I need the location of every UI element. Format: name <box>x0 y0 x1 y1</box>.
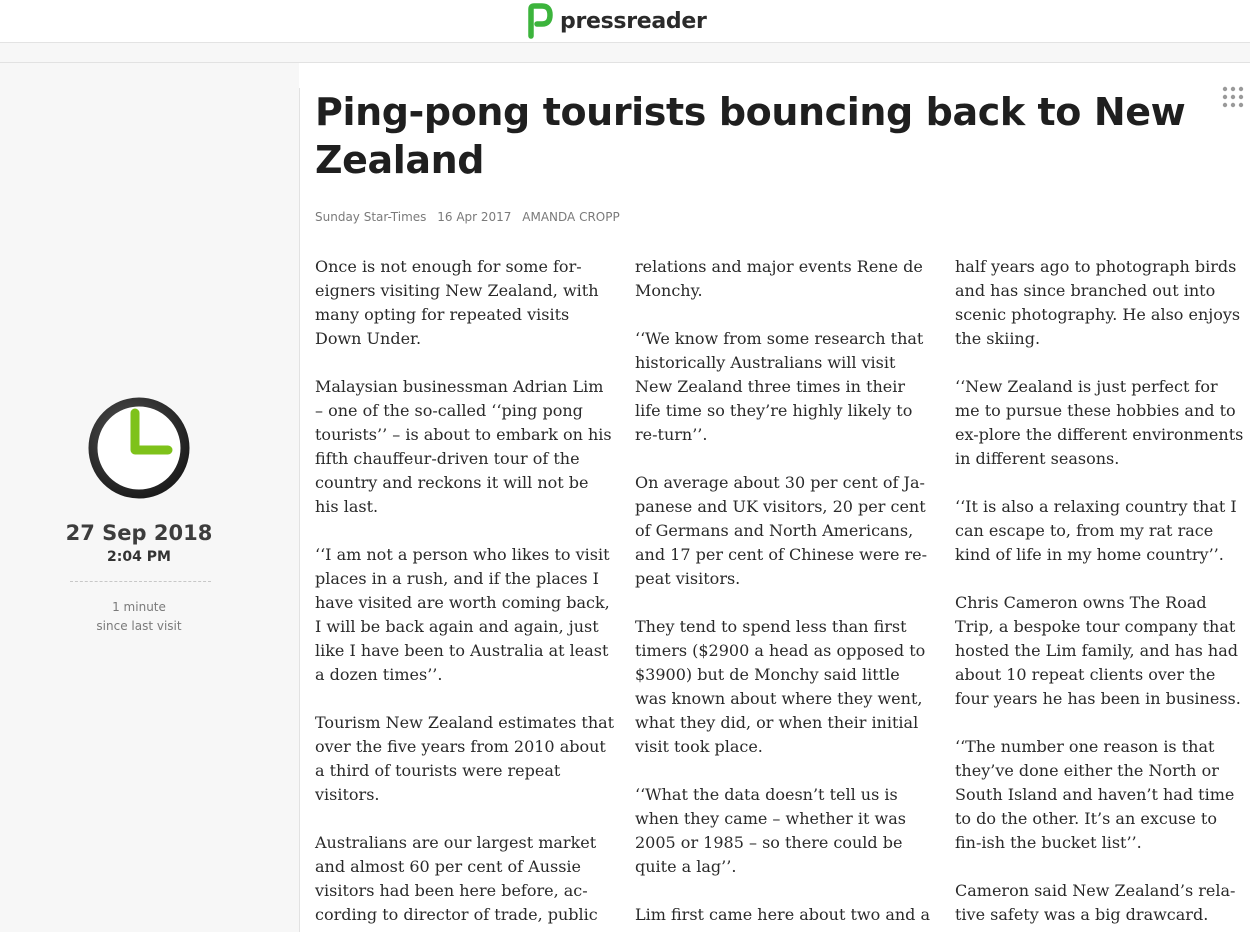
paragraph: ‘‘We know from some research that historically Australians will visit New Zealand three times in their life time so they’re highly likely to re-turn’’. <box>635 329 924 444</box>
paragraph: half years ago to photograph birds and has since branched out into scenic photography. He also enjoys the skiing. <box>955 257 1241 348</box>
column-divider <box>299 88 300 932</box>
since-last-visit-label: since last visit <box>96 619 182 633</box>
paragraph: ‘‘It is also a relaxing country that I can escape to, from my rat race kind of life in my home country’’. <box>955 497 1237 564</box>
article-column-3 <box>955 255 1247 951</box>
article-author[interactable]: AMANDA CROPP <box>522 210 620 224</box>
paragraph: Australians are our largest market and almost 60 per cent of Aussie visitors had been here before, ac-cording to director of trade, public <box>315 833 598 924</box>
since-last-visit-value: 1 minute <box>112 600 166 614</box>
clock-icon <box>88 397 190 499</box>
top-bar <box>0 0 1250 43</box>
paragraph: Once is not enough for some for-eigners visiting New Zealand, with many opting for repeated visits Down Under. <box>315 257 599 348</box>
paragraph: They tend to spend less than first timers ($2900 a head as opposed to $3900) but de Monchy said little was known about where they went, what they did, or when their initial visit took place. <box>635 617 926 756</box>
toolbar-strip <box>0 43 1250 63</box>
dotted-separator <box>70 581 211 582</box>
article-meta <box>315 210 915 224</box>
paragraph: Lim first came here about two and a <box>635 905 931 924</box>
paragraph: On average about 30 per cent of Ja-panese and UK visitors, 20 per cent of Germans and North Americans, and 17 per cent of Chinese were re-peat visitors. <box>635 473 928 588</box>
grid-menu-icon[interactable] <box>1222 86 1244 108</box>
visit-date: 27 Sep 2018 <box>65 521 213 545</box>
paragraph: Chris Cameron owns The Road Trip, a bespoke tour company that hosted the Lim family, and has had about 10 repeat clients over the four years he has been in business. <box>955 593 1241 708</box>
paragraph: ‘‘New Zealand is just perfect for me to pursue these hobbies and to ex-plore the different environments in different seasons. <box>955 377 1244 468</box>
pressreader-logo[interactable] <box>522 2 707 40</box>
paragraph: Tourism New Zealand estimates that over the five years from 2010 about a third of tourists were repeat visitors. <box>315 713 615 804</box>
paragraph: Malaysian businessman Adrian Lim – one of the so-called ‘‘ping pong tourists’’ – is about to embark on his fifth chauffeur-driven tour of the country and reckons it will not be his last. <box>315 377 612 516</box>
article-title: Ping-pong tourists bouncing back to New Zealand <box>315 90 1186 182</box>
article-source[interactable]: Sunday Star-Times <box>315 210 427 224</box>
pressreader-logo-icon <box>522 2 554 40</box>
article-column-1 <box>315 255 615 951</box>
visit-time: 2:04 PM <box>107 549 171 565</box>
paragraph: relations and major events Rene de Monchy. <box>635 257 923 300</box>
article-column-2 <box>635 255 935 951</box>
paragraph: ‘‘What the data doesn’t tell us is when they came – whether it was 2005 or 1985 – so there could be quite a lag’’. <box>635 785 906 876</box>
article-date: 16 Apr 2017 <box>437 210 512 224</box>
paragraph: ‘‘I am not a person who likes to visit places in a rush, and if the places I have visited are worth coming back, I will be back again and again, just like I have been to Australia at least a dozen times’’. <box>315 545 610 684</box>
logo-wordmark: pressreader <box>560 8 707 34</box>
paragraph: ‘‘The number one reason is that they’ve done either the North or South Island and haven’t had time to do the other. It’s an excuse to fin-ish the bucket list’’. <box>955 737 1235 852</box>
paragraph: Cameron said New Zealand’s rela-tive safety was a big drawcard. <box>955 881 1236 924</box>
